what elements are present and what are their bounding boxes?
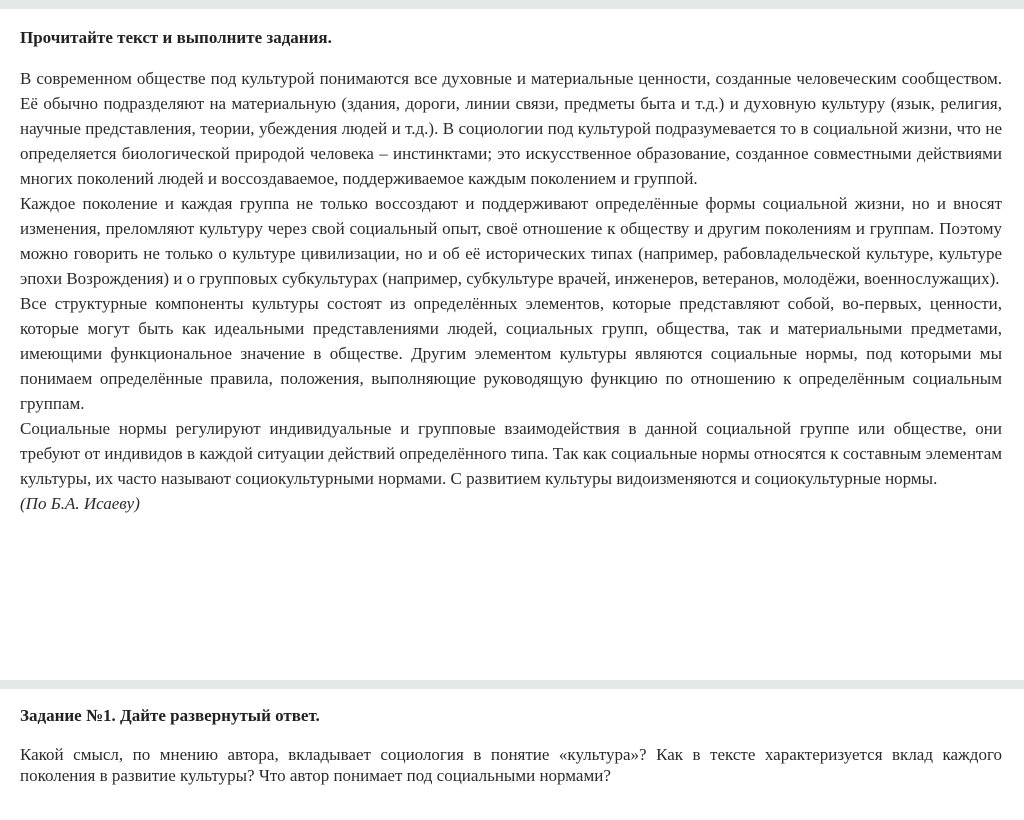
paragraph-1: В современном обществе под культурой понимаются все духовные и материальные ценности, созданные человеческим сообществом. Её обычно подразделяют на материальную (здания, дороги, линии связи, предметы быта и т.д.) и духовную культуру (язык, религия, научные представления, теории, убеждения людей и т.д.). В социологии под культурой подразумевается то в социальной жизни, что не определяется биологической природой человека – инстинктами; это искусственное образование, созданное совместными действиями многих поколений людей и воссоздаваемое, поддерживаемое каждым поколением и группой. [20, 69, 1002, 188]
paragraph-2: Каждое поколение и каждая группа не только воссоздают и поддерживают определённые формы социальной жизни, но и вносят изменения, преломляют культуру через свой социальный опыт, своё отношение к обществу и другим поколениям и группам. Поэтому можно говорить не только о культуре цивилизации, но и об её исторических типах (например, рабовладельческой культуре, культуре эпохи Возрождения) и о групповых субкультурах (например, субкультуре врачей, инженеров, ветеранов, молодёжи, военнослужащих). [20, 194, 1002, 288]
reading-instruction: Прочитайте текст и выполните задания. [20, 28, 332, 47]
task-question: Какой смысл, по мнению автора, вкладывает социология в понятие «культура»? Как в тексте характеризуется вклад каждого поколения в развитие культуры? Что автор понимает под социальными нормами? [20, 745, 1002, 785]
reading-panel [0, 9, 1024, 680]
top-divider [0, 0, 1024, 9]
paragraph-3: Все структурные компоненты культуры состоят из определённых элементов, которые представляют собой, во-первых, ценности, которые могут быть как идеальными представлениями людей, социальных групп, общества, так и материальными предметами, имеющими функциональное значение в обществе. Другим элементом культуры являются социальные нормы, под которыми мы понимаем определённые правила, положения, выполняющие руководящую функцию по отношению к определённым социальным группам. [20, 294, 1002, 413]
paragraph-4: Социальные нормы регулируют индивидуальные и групповые взаимодействия в данной социальной группе или обществе, они требуют от индивидов в каждой ситуации действий определённого типа. Так как социальные нормы относятся к составным элементам культуры, их часто называют социокультурными нормами. С развитием культуры видоизменяются и социокультурные нормы. [20, 419, 1002, 488]
task-panel [0, 689, 1024, 820]
source-attribution: (По Б.А. Исаеву) [20, 494, 140, 513]
reading-text [20, 66, 1002, 491]
section-divider [0, 680, 1024, 689]
task-heading: Задание №1. Дайте развернутый ответ. [20, 706, 320, 725]
